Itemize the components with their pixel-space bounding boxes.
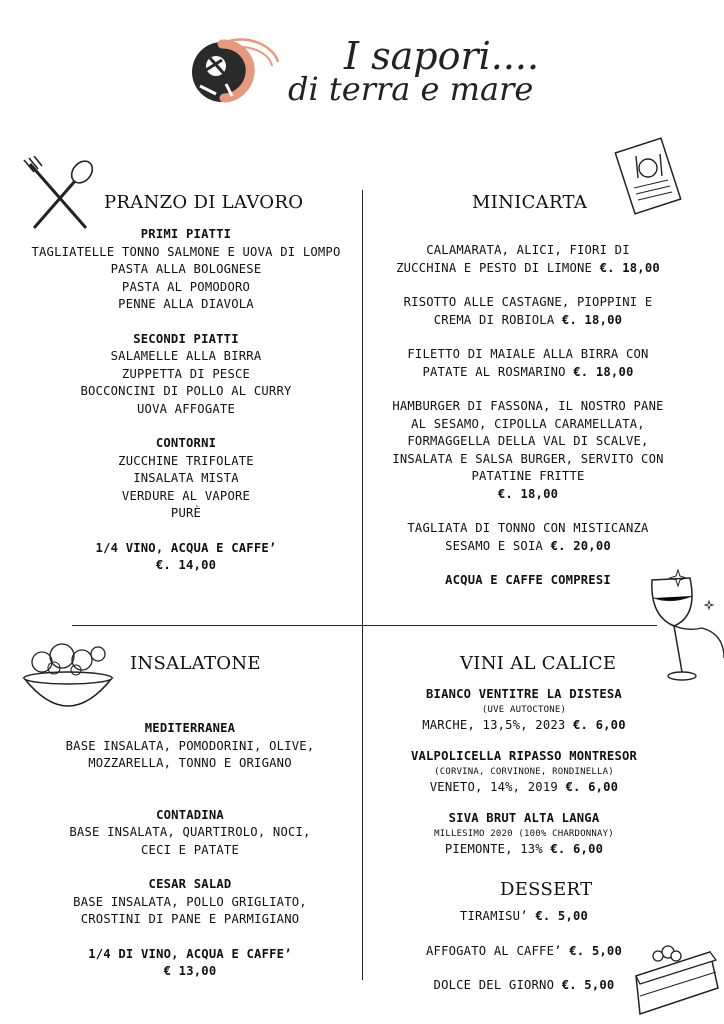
wine-price: €. 6,00 xyxy=(573,717,626,732)
menu-item-line: FORMAGGELLA DELLA VAL DI SCALVE, xyxy=(407,434,649,448)
menu-item-line: ZUCCHINA E PESTO DI LIMONE €. 18,00 xyxy=(396,260,660,275)
wine-note: (UVE AUTOCTONE) xyxy=(481,704,567,715)
dessert-item: AFFOGATO AL CAFFE’ €. 5,00 xyxy=(426,943,622,958)
wine-price: €. 6,00 xyxy=(550,841,604,856)
wine-name: VALPOLICELLA RIPASSO MONTRESOR xyxy=(410,749,638,763)
wine-name: SIVA BRUT ALTA LANGA xyxy=(448,811,600,825)
dessert-price: €. 5,00 xyxy=(561,978,615,992)
wine-origin: PIEMONTE, 13% €. 6,00 xyxy=(444,841,604,856)
menu-item-price: €. 18,00 xyxy=(599,260,660,275)
list-item: ZUPPETTA DI PESCE xyxy=(121,366,251,381)
insalatone-title: INSALATONE xyxy=(130,653,261,674)
vini-title: VINI AL CALICE xyxy=(460,653,617,674)
menu-item-price: €. 18,00 xyxy=(561,312,623,327)
salad-name: MEDITERRANEA xyxy=(144,721,236,735)
contorni-heading: CONTORNI xyxy=(155,436,217,450)
list-item: ZUCCHINE TRIFOLATE xyxy=(118,453,254,468)
shrimp-logo-icon xyxy=(186,36,286,108)
dessert-price: €. 5,00 xyxy=(569,943,622,958)
menu-item-price: €. 18,00 xyxy=(573,364,634,379)
salad-desc: CECI E PATATE xyxy=(141,842,239,857)
list-item: VERDURE AL VAPORE xyxy=(121,488,251,503)
pranzo-section xyxy=(18,226,354,575)
vini-section xyxy=(382,686,666,858)
wine-price: €. 6,00 xyxy=(565,779,619,794)
secondi-heading: SECONDI PIATTI xyxy=(133,331,239,346)
menu-item-line: INSALATA E SALSA BURGER, SERVITO CON xyxy=(392,451,664,466)
salad-desc: BASE INSALATA, POLLO GRIGLIATO, xyxy=(73,894,307,909)
list-item: TAGLIATELLE TONNO SALMONE E UOVA DI LOMPO xyxy=(31,244,341,259)
list-item: SALAMELLE ALLA BIRRA xyxy=(110,349,262,363)
list-item: BOCCONCINI DI POLLO AL CURRY xyxy=(80,384,292,398)
menu-item-line: PATATE AL ROSMARINO €. 18,00 xyxy=(422,364,634,379)
list-item: INSALATA MISTA xyxy=(133,471,239,485)
list-item: PURÈ xyxy=(170,506,202,520)
menu-item-line: FILETTO DI MAIALE ALLA BIRRA CON xyxy=(407,347,649,361)
salad-desc: BASE INSALATA, POMODORINI, OLIVE, xyxy=(65,738,315,753)
brand-line-1: I sapori.... xyxy=(344,34,540,78)
vertical-divider xyxy=(362,190,363,980)
menu-plate-icon xyxy=(614,136,690,222)
dessert-title: DESSERT xyxy=(500,879,593,900)
menu-item-price: €. 18,00 xyxy=(497,486,559,501)
list-item: UOVA AFFOGATE xyxy=(137,401,235,416)
dessert-price: €. 5,00 xyxy=(535,909,589,923)
pranzo-title: PRANZO DI LAVORO xyxy=(104,192,304,213)
wine-name: BIANCO VENTITRE LA DISTESA xyxy=(426,687,622,701)
insalatone-section xyxy=(40,720,340,981)
dessert-item: TIRAMISU’ €. 5,00 xyxy=(459,909,589,923)
pranzo-price: €. 14,00 xyxy=(155,558,217,572)
menu-item-line: SESAMO E SOIA €. 20,00 xyxy=(445,538,611,553)
menu-item-line: CREMA DI ROBIOLA €. 18,00 xyxy=(433,312,623,327)
menu-item-line: RISOTTO ALLE CASTAGNE, PIOPPINI E xyxy=(403,295,653,309)
minicarta-footer: ACQUA E CAFFE COMPRESI xyxy=(445,573,611,587)
insalatone-extra: 1/4 DI VINO, ACQUA E CAFFE’ xyxy=(88,946,292,961)
menu-item-line: CALAMARATA, ALICI, FIORI DI xyxy=(426,243,630,257)
list-item: PENNE ALLA DIAVOLA xyxy=(118,297,254,311)
brand-line-2: di terra e mare xyxy=(288,70,534,108)
minicarta-section xyxy=(372,242,684,590)
insalatone-price: € 13,00 xyxy=(163,964,217,978)
salad-desc: CROSTINI DI PANE E PARMIGIANO xyxy=(80,912,300,926)
list-item: PASTA ALLA BOLOGNESE xyxy=(110,262,262,276)
menu-item-line: AL SESAMO, CIPOLLA CARAMELLATA, xyxy=(411,416,645,431)
menu-item-line: PATATINE FRITTE xyxy=(471,469,585,483)
wine-note: (CORVINA, CORVINONE, RONDINELLA) xyxy=(434,766,614,777)
wine-origin: VENETO, 14%, 2019 €. 6,00 xyxy=(429,779,619,794)
menu-item-line: HAMBURGER DI FASSONA, IL NOSTRO PANE xyxy=(392,399,664,413)
menu-item-line: TAGLIATA DI TONNO CON MISTICANZA xyxy=(407,521,649,535)
primi-heading: PRIMI PIATTI xyxy=(140,227,232,241)
pranzo-extra: 1/4 VINO, ACQUA E CAFFE’ xyxy=(95,540,277,555)
list-item: PASTA AL POMODORO xyxy=(121,279,251,294)
wine-note: MILLESIMO 2020 (100% CHARDONNAY) xyxy=(434,828,614,839)
wine-origin: MARCHE, 13,5%, 2023 €. 6,00 xyxy=(422,717,626,732)
dessert-item: DOLCE DEL GIORNO €. 5,00 xyxy=(433,978,615,992)
salad-name: CONTADINA xyxy=(156,807,224,822)
minicarta-title: MINICARTA xyxy=(472,192,588,213)
dessert-section xyxy=(382,908,666,995)
menu-item-price: €. 20,00 xyxy=(550,538,611,553)
fork-spoon-icon xyxy=(20,156,98,234)
salad-desc: MOZZARELLA, TONNO E ORIGANO xyxy=(88,756,292,770)
salad-desc: BASE INSALATA, QUARTIROLO, NOCI, xyxy=(69,825,311,839)
salad-name: CESAR SALAD xyxy=(148,877,232,891)
horizontal-divider xyxy=(72,625,657,626)
salad-bowl-icon xyxy=(20,634,116,724)
